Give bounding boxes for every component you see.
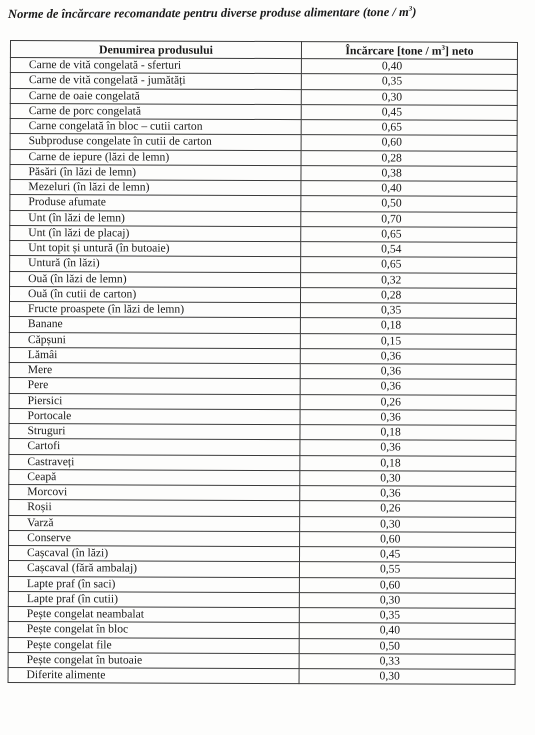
load-value-cell: 0,40 <box>301 59 517 75</box>
load-value-cell: 0,28 <box>301 150 517 166</box>
product-name-cell: Ouă (în cutii de carton) <box>9 286 300 302</box>
product-name-cell: Conserve <box>9 530 300 546</box>
load-value-cell: 0,33 <box>299 653 515 669</box>
product-name-cell: Castraveți <box>9 454 300 470</box>
load-value-cell: 0,50 <box>299 638 515 654</box>
product-name-cell: Carne de iepure (lăzi de lemn) <box>10 149 301 165</box>
table-row <box>10 58 517 75</box>
product-name-cell: Mere <box>9 362 300 378</box>
product-name-cell: Pește congelat file <box>8 637 299 653</box>
table-body <box>8 58 517 685</box>
load-value-cell: 0,35 <box>300 303 516 319</box>
product-name-cell: Banane <box>9 317 300 333</box>
table-row <box>8 667 515 684</box>
table-row <box>8 576 515 593</box>
load-value-cell: 0,45 <box>299 547 515 563</box>
load-value-cell: 0,45 <box>301 104 517 120</box>
product-name-cell: Pește congelat neambalat <box>8 606 299 622</box>
product-name-cell: Unt (în lăzi de lemn) <box>10 210 301 226</box>
table-row <box>10 195 517 212</box>
product-name-cell: Produse afumate <box>10 195 301 211</box>
table-row <box>10 88 517 105</box>
table-row <box>9 545 516 562</box>
product-name-cell: Căpșuni <box>9 332 300 348</box>
load-value-cell: 0,40 <box>301 181 517 197</box>
product-name-cell: Carne congelată în bloc – cutii carton <box>10 119 301 135</box>
table-row <box>8 561 515 578</box>
load-norms-table <box>8 40 518 685</box>
product-name-cell: Roșii <box>9 500 300 516</box>
table-row <box>8 622 515 639</box>
product-name-cell: Unt (în lăzi de placaj) <box>10 225 301 241</box>
product-name-cell: Varză <box>9 515 300 531</box>
load-value-cell: 0,30 <box>300 470 516 486</box>
product-name-cell: Cașcaval (în lăzi) <box>9 545 300 561</box>
table-row <box>9 286 516 303</box>
load-value-cell: 0,15 <box>300 333 516 349</box>
load-value-cell: 0,65 <box>301 226 517 242</box>
document-title: Norme de încărcare recomandate pentru diverse produse alimentare (tone / $m^3$) <box>8 4 417 21</box>
table-row <box>8 652 515 669</box>
load-value-cell: 0,60 <box>299 577 515 593</box>
load-value-cell: 0,70 <box>301 211 517 227</box>
load-value-cell: 0,30 <box>299 592 515 608</box>
table-row <box>10 103 517 120</box>
product-name-cell: Carne de oaie congelată <box>10 88 301 104</box>
table-row <box>10 180 517 197</box>
load-value-cell: 0,18 <box>300 455 516 471</box>
load-value-cell: 0,65 <box>301 257 517 273</box>
table-row <box>8 606 515 623</box>
product-name-cell: Lapte praf (în cutii) <box>8 591 299 607</box>
load-value-cell: 0,38 <box>301 165 517 181</box>
load-value-cell: 0,35 <box>301 74 517 90</box>
load-value-cell: 0,60 <box>300 531 516 547</box>
table-row <box>10 271 517 288</box>
table-row <box>10 225 517 242</box>
product-name-cell: Ceapă <box>9 469 300 485</box>
product-name-cell: Unt topit și untură (în butoaie) <box>10 241 301 257</box>
header-load: Încărcare [tone / $m^3$] neto <box>301 42 517 60</box>
load-value-cell: 0,28 <box>300 287 516 303</box>
product-name-cell: Struguri <box>9 423 300 439</box>
load-value-cell: 0,50 <box>301 196 517 212</box>
table-row <box>8 591 515 608</box>
table-row <box>10 119 517 136</box>
product-name-cell: Portocale <box>9 408 300 424</box>
load-value-cell: 0,40 <box>299 623 515 639</box>
product-name-cell: Cașcaval (fără ambalaj) <box>8 561 299 577</box>
product-name-cell: Carne de vită congelată - sferturi <box>10 58 301 74</box>
product-name-cell: Păsări (în lăzi de lemn) <box>10 164 301 180</box>
load-value-cell: 0,36 <box>300 486 516 502</box>
product-name-cell: Untură (în lăzi) <box>10 256 301 272</box>
table-row <box>10 210 517 227</box>
product-name-cell: Carne de porc congelată <box>10 103 301 119</box>
product-name-cell: Lapte praf (în saci) <box>8 576 299 592</box>
product-name-cell: Ouă (în lăzi de lemn) <box>10 271 301 287</box>
load-value-cell: 0,30 <box>301 89 517 105</box>
load-value-cell: 0,30 <box>300 516 516 532</box>
table-row <box>10 241 517 258</box>
load-value-cell: 0,18 <box>300 425 516 441</box>
table-row <box>10 149 517 166</box>
product-name-cell: Piersici <box>9 393 300 409</box>
product-name-cell: Pește congelat în bloc <box>8 622 299 638</box>
product-name-cell: Mezeluri (în lăzi de lemn) <box>10 180 301 196</box>
product-name-cell: Pește congelat în butoaie <box>8 652 299 668</box>
table-row <box>10 134 517 151</box>
table-row <box>10 73 517 90</box>
product-name-cell: Carne de vită congelată - jumătăți <box>10 73 301 89</box>
header-product-name: Denumirea produsului <box>10 41 301 59</box>
load-value-cell: 0,60 <box>301 135 517 151</box>
product-name-cell: Diferite alimente <box>8 667 299 683</box>
product-name-cell: Morcovi <box>9 484 300 500</box>
load-value-cell: 0,35 <box>299 608 515 624</box>
load-value-cell: 0,65 <box>301 120 517 136</box>
load-value-cell: 0,18 <box>300 318 516 334</box>
table-row <box>10 164 517 181</box>
load-value-cell: 0,36 <box>300 409 516 425</box>
load-value-cell: 0,55 <box>299 562 515 578</box>
table-row <box>8 637 515 654</box>
load-value-cell: 0,30 <box>299 669 515 685</box>
load-value-cell: 0,32 <box>301 272 517 288</box>
product-name-cell: Pere <box>9 378 300 394</box>
table-row <box>9 302 516 319</box>
table-row <box>10 256 517 273</box>
load-value-cell: 0,36 <box>300 379 516 395</box>
product-name-cell: Lămâi <box>9 347 300 363</box>
load-value-cell: 0,26 <box>300 501 516 517</box>
load-norms-table-container <box>8 40 517 685</box>
load-value-cell: 0,36 <box>300 440 516 456</box>
load-value-cell: 0,54 <box>301 242 517 258</box>
product-name-cell: Cartofi <box>9 439 300 455</box>
load-value-cell: 0,36 <box>300 364 516 380</box>
load-value-cell: 0,26 <box>300 394 516 410</box>
load-value-cell: 0,36 <box>300 348 516 364</box>
product-name-cell: Subproduse congelate în cutii de carton <box>10 134 301 150</box>
product-name-cell: Fructe proaspete (în lăzi de lemn) <box>9 302 300 318</box>
table-header-row <box>10 41 517 60</box>
